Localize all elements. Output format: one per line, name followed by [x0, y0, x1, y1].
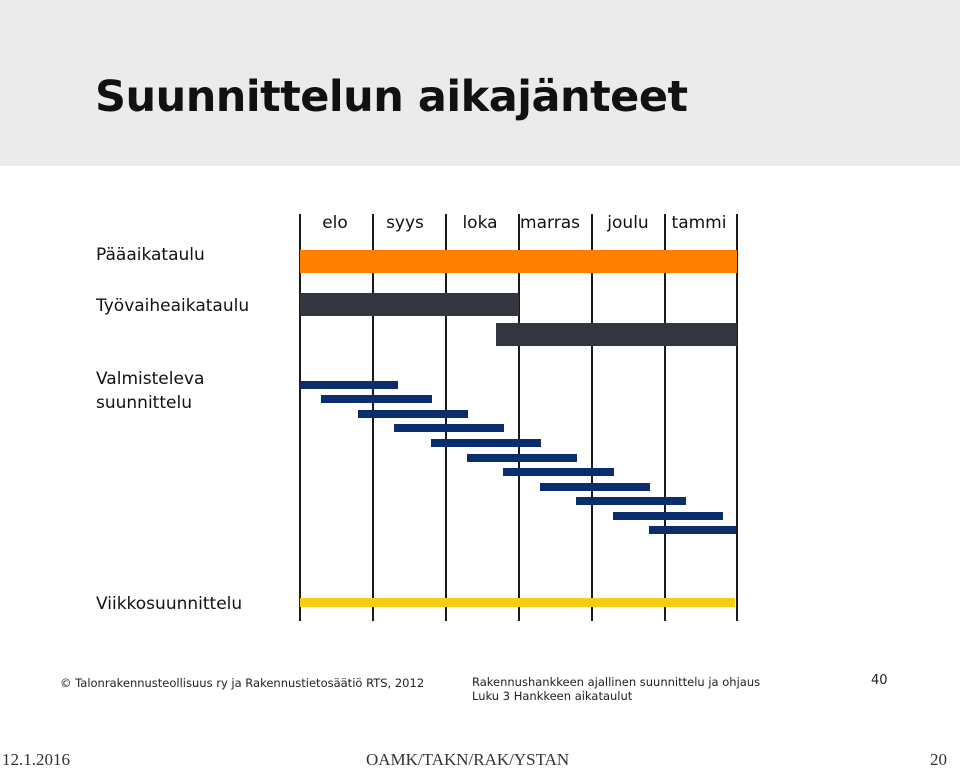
work-phase-bar — [496, 323, 737, 346]
row-label-work-phase-schedule: Työvaiheaikataulu — [96, 296, 250, 316]
row-label-weekly-planning: Viikkosuunnittelu — [96, 594, 243, 614]
source-reference — [472, 675, 760, 703]
row-label-line: Valmisteleva — [96, 369, 205, 389]
month-divider — [664, 214, 666, 621]
preparatory-bar — [649, 526, 736, 534]
preparatory-bar — [576, 497, 686, 505]
month-divider — [591, 214, 593, 621]
main-schedule-bar — [300, 250, 737, 273]
month-label-marras: marras — [520, 213, 580, 233]
preparatory-bar — [503, 468, 614, 476]
work-phase-bar — [300, 293, 519, 316]
presentation-date: 12.1.2016 — [2, 750, 70, 769]
preparatory-bar — [540, 483, 650, 491]
weekly-planning-bar — [300, 598, 735, 607]
row-label-preparatory-planning — [96, 367, 204, 415]
slide-title: Suunnittelun aikajänteet — [95, 72, 688, 122]
month-label-syys: syys — [386, 213, 424, 233]
copyright-notice: © Talonrakennusteollisuus ry ja Rakennustietosäätiö RTS, 2012 — [60, 676, 425, 690]
preparatory-bar — [467, 454, 577, 462]
preparatory-bar — [300, 381, 398, 389]
presentation-course-code: OAMK/TAKN/RAK/YSTAN — [366, 750, 570, 769]
source-line: Luku 3 Hankkeen aikataulut — [472, 689, 633, 703]
preparatory-bar — [358, 410, 468, 418]
preparatory-bar — [613, 512, 723, 520]
title-banner — [0, 0, 960, 166]
slide-number: 20 — [930, 750, 947, 769]
row-label-line: suunnittelu — [96, 393, 192, 413]
month-divider — [518, 214, 520, 621]
month-label-tammi: tammi — [671, 213, 727, 233]
month-divider — [299, 214, 301, 621]
source-line: Rakennushankkeen ajallinen suunnittelu ja ohjaus — [472, 675, 761, 689]
row-label-main-schedule: Pääaikataulu — [96, 245, 205, 265]
preparatory-bar — [394, 424, 504, 432]
source-page-number: 40 — [871, 673, 888, 688]
month-label-elo: elo — [322, 213, 348, 233]
month-divider — [736, 214, 738, 621]
preparatory-bar — [321, 395, 432, 403]
month-label-loka: loka — [462, 213, 498, 233]
month-label-joulu: joulu — [607, 213, 649, 233]
preparatory-bar — [431, 439, 541, 447]
